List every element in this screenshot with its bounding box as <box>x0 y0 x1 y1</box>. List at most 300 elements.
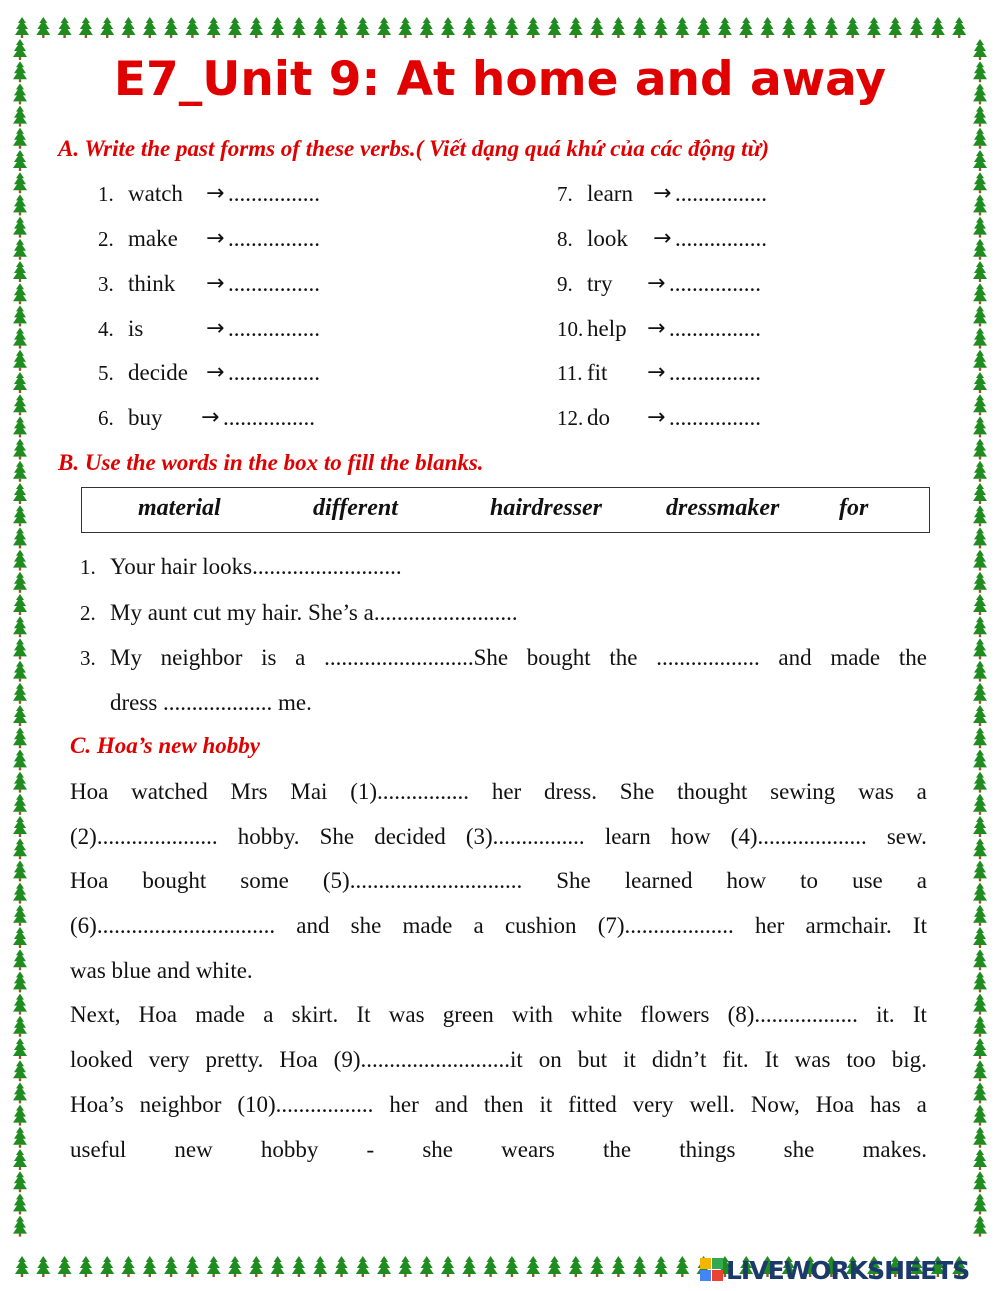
tree-icon <box>100 17 114 38</box>
passage-word: the <box>602 1137 632 1162</box>
passage-word: use <box>852 868 883 893</box>
tree-icon <box>803 17 817 38</box>
verb-number: 2. <box>98 227 114 251</box>
sentence-word: made <box>830 645 881 670</box>
passage-word: well. <box>689 1092 735 1117</box>
verb-word: learn <box>587 181 633 206</box>
tree-icon <box>590 1256 604 1277</box>
passage-word: Next, <box>70 1002 121 1027</box>
verb-item <box>98 269 358 299</box>
passage-word: green <box>442 1002 494 1027</box>
sentence-word: and <box>778 645 812 670</box>
tree-icon <box>13 683 27 704</box>
tree-icon <box>13 372 27 393</box>
sentence-word: is <box>261 645 277 670</box>
answer-blank[interactable]: ................ <box>669 360 761 385</box>
logo-text: LIVEWORKSHEETS <box>726 1255 970 1285</box>
tree-icon <box>973 527 987 548</box>
tree-icon <box>973 727 987 748</box>
tree-icon <box>13 1016 27 1037</box>
tree-icon <box>13 194 27 215</box>
tree-icon <box>13 971 27 992</box>
passage-line <box>70 822 927 852</box>
tree-icon <box>973 594 987 615</box>
verb-number: 9. <box>557 272 573 296</box>
verb-item <box>557 403 817 433</box>
tree-icon <box>973 905 987 926</box>
box-word-dressmaker: dressmaker <box>666 495 780 521</box>
tree-icon <box>973 505 987 526</box>
tree-icon <box>13 794 27 815</box>
tree-icon <box>13 439 27 460</box>
tree-icon <box>313 1256 327 1277</box>
verb-item <box>98 179 358 209</box>
tree-icon <box>973 194 987 215</box>
passage-word: a <box>916 779 927 804</box>
tree-icon <box>228 17 242 38</box>
tree-icon <box>611 17 625 38</box>
verb-item <box>98 224 358 254</box>
tree-icon <box>973 971 987 992</box>
passage-word: flowers <box>640 1002 710 1027</box>
answer-blank[interactable]: ................ <box>228 316 320 341</box>
tree-icon <box>292 17 306 38</box>
passage-word: but <box>577 1047 608 1072</box>
tree-icon <box>633 17 647 38</box>
tree-icon <box>569 17 583 38</box>
tree-icon <box>973 860 987 881</box>
b-sentence-text: My aunt cut my hair. She’s a......................... <box>110 600 518 625</box>
tree-icon <box>973 616 987 637</box>
answer-blank[interactable]: ................ <box>228 360 320 385</box>
tree-icon <box>13 283 27 304</box>
section-a-heading: A. Write the past forms of these verbs.( Viết dạng quá khứ của các động từ) <box>58 136 769 161</box>
tree-icon <box>973 217 987 238</box>
tree-icon <box>867 17 881 38</box>
tree-icon <box>973 461 987 482</box>
section-c-heading: C. Hoa’s new hobby <box>70 733 260 758</box>
passage-word: didn’t <box>651 1047 707 1072</box>
tree-icon <box>58 17 72 38</box>
tree-icon <box>15 1256 29 1277</box>
tree-icon <box>13 749 27 770</box>
tree-icon <box>185 1256 199 1277</box>
arrow-right-icon: → <box>653 181 672 206</box>
answer-blank[interactable]: ................ <box>675 181 767 206</box>
passage-word: useful <box>70 1137 127 1162</box>
passage-word: on <box>538 1047 562 1072</box>
tree-icon <box>13 905 27 926</box>
passage-word[interactable]: (8).................. <box>727 1002 858 1027</box>
tree-icon <box>15 17 29 38</box>
tree-icon <box>973 439 987 460</box>
passage-word: was <box>858 779 894 804</box>
tree-icon <box>335 1256 349 1277</box>
passage-word: white <box>571 1002 623 1027</box>
b-sentence-text: Your hair looks.......................... <box>110 554 402 579</box>
tree-icon <box>398 1256 412 1277</box>
tree-icon <box>13 838 27 859</box>
verb-item <box>98 403 358 433</box>
passage-word: learned <box>624 868 693 893</box>
tree-icon <box>79 17 93 38</box>
tree-icon <box>13 1038 27 1059</box>
tree-icon <box>271 17 285 38</box>
passage-word: hobby. <box>237 824 300 849</box>
arrow-right-icon: → <box>206 226 225 251</box>
arrow-right-icon: → <box>647 360 666 385</box>
arrow-right-icon: → <box>206 360 225 385</box>
passage-word[interactable]: (10)................. <box>237 1092 374 1117</box>
passage-word: She <box>319 824 355 849</box>
tree-icon <box>207 17 221 38</box>
box-word-hairdresser: hairdresser <box>490 495 603 521</box>
verb-number: 6. <box>98 406 114 430</box>
tree-icon <box>973 394 987 415</box>
tree-icon <box>13 261 27 282</box>
tree-icon <box>973 661 987 682</box>
tree-icon <box>13 883 27 904</box>
verb-item <box>557 179 817 209</box>
verb-word: buy <box>128 405 163 430</box>
b-sentence-3-line <box>110 643 927 673</box>
tree-icon <box>13 305 27 326</box>
passage-word: Hoa <box>70 868 109 893</box>
passage-word[interactable]: (6)............................... <box>70 913 276 938</box>
tree-icon <box>420 1256 434 1277</box>
passage-line <box>70 1090 927 1120</box>
tree-icon <box>13 106 27 127</box>
passage-word: Hoa <box>70 779 109 804</box>
passage-word: she <box>350 913 382 938</box>
tree-icon <box>675 1256 689 1277</box>
tree-icon <box>590 17 604 38</box>
passage-word: was <box>794 1047 831 1072</box>
tree-icon <box>36 1256 50 1277</box>
tree-icon <box>973 128 987 149</box>
tree-icon <box>13 1171 27 1192</box>
tree-icon <box>973 283 987 304</box>
verb-number: 12. <box>557 406 584 430</box>
passage-word: her <box>754 913 785 938</box>
arrow-right-icon: → <box>647 405 666 430</box>
passage-word: pretty. <box>205 1047 264 1072</box>
passage-word: a <box>916 868 927 893</box>
tree-icon <box>13 128 27 149</box>
tree-icon <box>952 17 966 38</box>
tree-icon <box>122 1256 136 1277</box>
tree-icon <box>973 1193 987 1214</box>
verb-item <box>557 224 817 254</box>
verb-word: help <box>587 316 627 341</box>
tree-icon <box>973 1171 987 1192</box>
passage-word[interactable]: (7)................... <box>597 913 734 938</box>
arrow-right-icon: → <box>647 316 666 341</box>
passage-word: fit. <box>722 1047 749 1072</box>
tree-icon <box>973 949 987 970</box>
tree-icon <box>292 1256 306 1277</box>
passage-word: It <box>912 913 927 938</box>
passage-word: skirt. <box>291 1002 339 1027</box>
tree-icon <box>973 416 987 437</box>
tree-icon <box>13 1060 27 1081</box>
passage-word: Mrs <box>230 779 268 804</box>
passage-word: bought <box>142 868 207 893</box>
passage-word: dress. <box>543 779 598 804</box>
tree-icon <box>761 17 775 38</box>
passage-word[interactable]: (5).............................. <box>322 868 523 893</box>
passage-line: was blue and white. <box>70 958 253 983</box>
tree-icon <box>164 1256 178 1277</box>
tree-icon <box>973 372 987 393</box>
tree-icon <box>13 594 27 615</box>
arrow-right-icon: → <box>206 316 225 341</box>
passage-word[interactable]: (2)..................... <box>70 824 218 849</box>
passage-line <box>70 866 927 896</box>
passage-word: Hoa <box>138 1002 177 1027</box>
answer-blank[interactable]: ................ <box>675 226 767 251</box>
tree-icon <box>973 927 987 948</box>
passage-word: looked <box>70 1047 133 1072</box>
passage-word[interactable]: (4)................... <box>730 824 867 849</box>
passage-word: and <box>434 1092 468 1117</box>
tree-icon <box>548 1256 562 1277</box>
tree-icon <box>58 1256 72 1277</box>
tree-icon <box>36 17 50 38</box>
logo-cube-icon <box>700 1258 724 1282</box>
tree-icon <box>462 1256 476 1277</box>
tree-icon <box>654 1256 668 1277</box>
tree-icon <box>675 17 689 38</box>
b-sentence-3-continued: dress ................... me. <box>110 690 312 715</box>
passage-word: it <box>623 1047 636 1072</box>
tree-icon <box>13 994 27 1015</box>
passage-word: Hoa’s <box>70 1092 124 1117</box>
tree-icon <box>973 1216 987 1237</box>
tree-icon <box>973 106 987 127</box>
verb-word: try <box>587 271 613 296</box>
page-title: E7_Unit 9: At home and away <box>113 52 887 107</box>
sentence-word: bought <box>526 645 591 670</box>
arrow-right-icon: → <box>206 181 225 206</box>
verb-word: look <box>587 226 628 251</box>
passage-line <box>70 1045 927 1075</box>
passage-word: how <box>726 868 767 893</box>
tree-icon <box>13 172 27 193</box>
answer-blank[interactable]: ................ <box>669 316 761 341</box>
verb-number: 10. <box>557 317 584 341</box>
passage-word: decided <box>374 824 446 849</box>
passage-word: It <box>356 1002 371 1027</box>
answer-blank[interactable]: ................ <box>228 271 320 296</box>
verb-item <box>98 358 358 388</box>
box-word-for: for <box>839 495 869 521</box>
tree-icon <box>377 1256 391 1277</box>
passage-word: a <box>916 1092 927 1117</box>
tree-icon <box>973 1038 987 1059</box>
verb-number: 3. <box>98 272 114 296</box>
sentence-word: neighbor <box>160 645 243 670</box>
tree-icon <box>13 572 27 593</box>
passage-word: her <box>389 1092 419 1117</box>
passage-word: too <box>846 1047 876 1072</box>
tree-icon <box>739 17 753 38</box>
tree-icon <box>13 816 27 837</box>
passage-word: made <box>402 913 453 938</box>
arrow-right-icon: → <box>201 405 220 430</box>
passage-word: very <box>632 1092 674 1117</box>
passage-line <box>70 777 927 807</box>
answer-blank[interactable]: ................ <box>669 271 761 296</box>
tree-icon <box>249 1256 263 1277</box>
tree-icon <box>13 616 27 637</box>
verb-number: 1. <box>98 182 114 206</box>
tree-icon <box>13 461 27 482</box>
box-word-material: material <box>138 495 221 521</box>
tree-icon <box>13 705 27 726</box>
passage-word: Hoa <box>279 1047 318 1072</box>
tree-icon <box>633 1256 647 1277</box>
tree-icon <box>973 172 987 193</box>
tree-icon <box>973 1105 987 1126</box>
passage-word: learn <box>604 824 651 849</box>
sentence-word: a <box>295 645 306 670</box>
passage-word: sew. <box>886 824 927 849</box>
verb-number: 8. <box>557 227 573 251</box>
tree-icon <box>973 1149 987 1170</box>
tree-icon <box>931 17 945 38</box>
tree-icon <box>973 328 987 349</box>
tree-icon <box>13 927 27 948</box>
tree-icon <box>973 749 987 770</box>
tree-icon <box>973 350 987 371</box>
answer-blank[interactable]: ................ <box>223 405 315 430</box>
tree-icon <box>888 17 902 38</box>
verb-item <box>557 358 817 388</box>
passage-word[interactable]: (9)..........................it <box>333 1047 523 1072</box>
passage-word: has <box>870 1092 901 1117</box>
passage-word: watched <box>131 779 208 804</box>
tree-icon <box>356 1256 370 1277</box>
tree-icon <box>13 416 27 437</box>
tree-icon <box>973 683 987 704</box>
tree-icon <box>13 1127 27 1148</box>
tree-icon <box>526 17 540 38</box>
passage-word: made <box>195 1002 246 1027</box>
tree-icon <box>13 150 27 171</box>
sentence-word: ..........................She <box>324 645 509 670</box>
tree-icon <box>718 17 732 38</box>
passage-word: Now, <box>750 1092 800 1117</box>
liveworksheets-logo <box>700 1255 969 1285</box>
tree-icon <box>100 1256 114 1277</box>
tree-icon <box>973 1016 987 1037</box>
passage-word: wears <box>501 1137 555 1162</box>
tree-icon <box>973 638 987 659</box>
tree-icon <box>228 1256 242 1277</box>
tree-icon <box>13 860 27 881</box>
verb-number: 5. <box>98 361 114 385</box>
passage-word: she <box>783 1137 815 1162</box>
tree-icon <box>441 17 455 38</box>
verb-word: do <box>587 405 610 430</box>
tree-icon <box>973 261 987 282</box>
passage-word: thought <box>677 779 748 804</box>
tree-icon <box>13 1105 27 1126</box>
arrow-right-icon: → <box>653 226 672 251</box>
tree-icon <box>13 1082 27 1103</box>
passage-word[interactable]: (3)................ <box>465 824 585 849</box>
tree-icon <box>420 17 434 38</box>
passage-word: a <box>473 913 484 938</box>
passage-word: very <box>148 1047 190 1072</box>
answer-blank[interactable]: ................ <box>228 226 320 251</box>
passage-line <box>70 1000 927 1030</box>
tree-icon <box>79 1256 93 1277</box>
passage-word: and <box>296 913 330 938</box>
b-sentence-3 <box>80 643 927 673</box>
tree-icon <box>462 17 476 38</box>
tree-icon <box>697 17 711 38</box>
passage-word: It <box>912 1002 927 1027</box>
tree-icon <box>13 661 27 682</box>
tree-icon <box>973 705 987 726</box>
tree-icon <box>13 1149 27 1170</box>
tree-icon <box>143 1256 157 1277</box>
tree-icon <box>13 527 27 548</box>
tree-icon <box>207 1256 221 1277</box>
word-box <box>81 487 930 533</box>
tree-icon <box>164 17 178 38</box>
passage-word: things <box>679 1137 736 1162</box>
tree-icon <box>973 483 987 504</box>
passage-word: it. <box>876 1002 895 1027</box>
tree-icon <box>185 17 199 38</box>
answer-blank[interactable]: ................ <box>228 181 320 206</box>
tree-icon <box>377 17 391 38</box>
tree-icon <box>526 1256 540 1277</box>
tree-icon <box>13 217 27 238</box>
tree-icon <box>910 17 924 38</box>
tree-icon <box>484 17 498 38</box>
passage-word: It <box>764 1047 779 1072</box>
tree-icon <box>505 17 519 38</box>
tree-icon <box>654 17 668 38</box>
b-sentence-number: 3. <box>80 646 96 670</box>
verb-number: 4. <box>98 317 114 341</box>
tree-icon <box>249 17 263 38</box>
section-b-heading: B. Use the words in the box to fill the blanks. <box>58 450 484 475</box>
b-sentence-number: 1. <box>80 555 96 579</box>
tree-icon <box>611 1256 625 1277</box>
passage-word: Mai <box>290 779 328 804</box>
b-sentence-number: 2. <box>80 601 96 625</box>
passage-word: big. <box>891 1047 927 1072</box>
tree-icon <box>973 1082 987 1103</box>
tree-icon <box>13 1216 27 1237</box>
tree-icon <box>973 816 987 837</box>
tree-icon <box>973 994 987 1015</box>
tree-icon <box>441 1256 455 1277</box>
tree-icon <box>824 17 838 38</box>
tree-icon <box>973 772 987 793</box>
passage-word: She <box>556 868 591 893</box>
tree-icon <box>782 17 796 38</box>
tree-icon <box>13 394 27 415</box>
verb-number: 11. <box>557 361 583 385</box>
answer-blank[interactable]: ................ <box>669 405 761 430</box>
passage-word[interactable]: (1)................ <box>350 779 470 804</box>
